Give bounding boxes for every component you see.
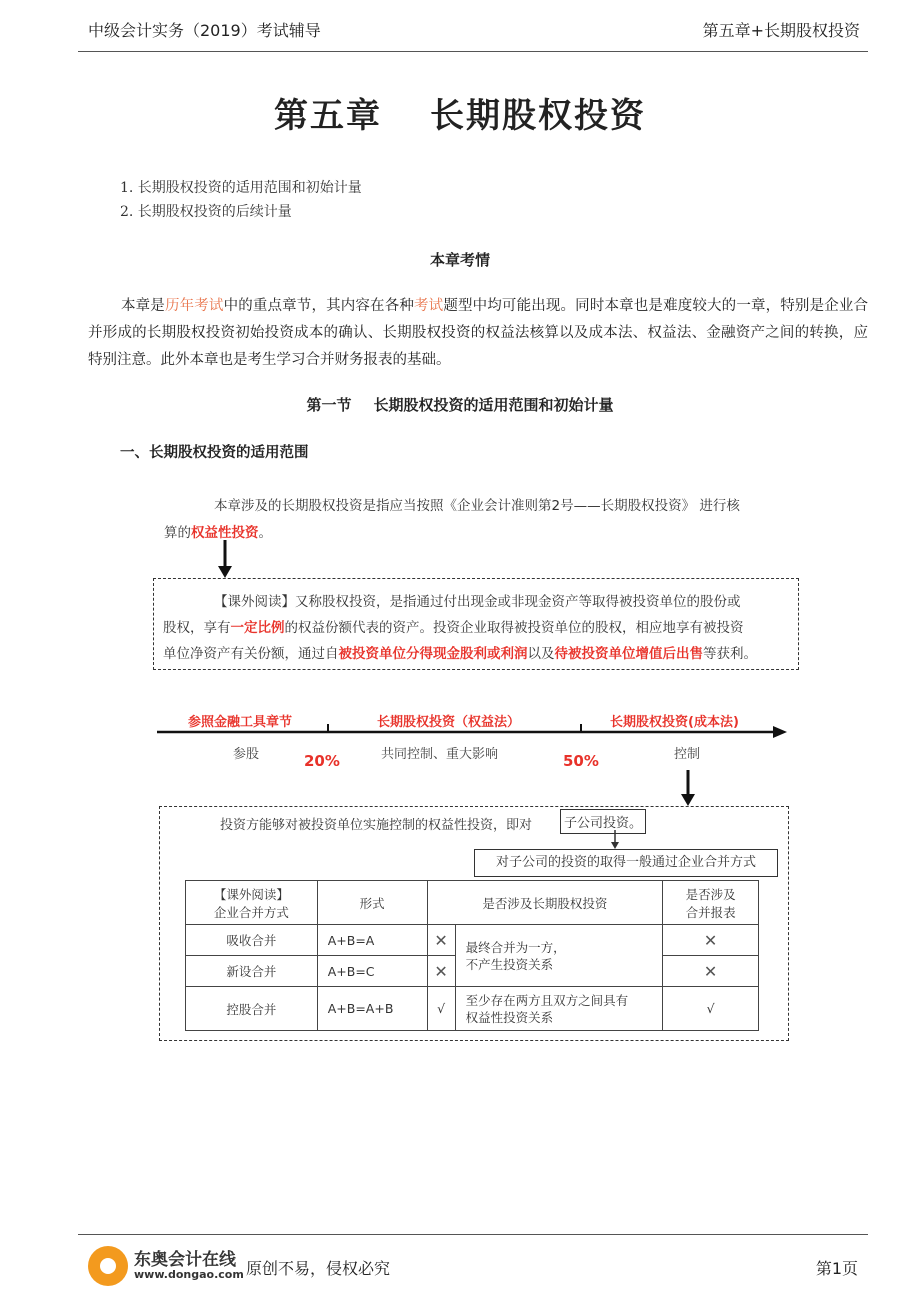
table-header — [663, 881, 759, 925]
report-mark: √ — [663, 987, 759, 1031]
subsection-heading: 一、长期股权投资的适用范围 — [120, 445, 309, 461]
section-name: 长期股权投资的适用范围和初始计量 — [373, 396, 614, 414]
merger-note — [455, 925, 663, 987]
timeline-below-label: 共同控制、重大影响 — [381, 747, 499, 762]
chapter-name: 长期股权投资 — [430, 96, 646, 136]
header-left: 中级会计实务（2019）考试辅导 — [88, 21, 321, 40]
timeline-below-label: 参股 — [233, 747, 260, 762]
down-arrow-icon — [678, 770, 698, 810]
timeline-segment-label: 长期股权投资（权益法） — [377, 715, 521, 730]
exam-heading: 本章考情 — [429, 251, 490, 269]
merger-form: A+B=C — [317, 956, 427, 987]
control-boxed-text: 子公司投资。 — [560, 809, 646, 834]
para-text: 中的重点章节，其内容在各种 — [223, 298, 415, 314]
table-header: 形式 — [317, 881, 427, 925]
table-header: 是否涉及长期股权投资 — [427, 881, 663, 925]
reading-line2 — [163, 616, 744, 636]
note-text: 股权，享有 — [163, 620, 231, 636]
note-highlight: 被投资单位分得现金股利或利润 — [338, 646, 528, 662]
page-title — [0, 88, 920, 137]
merger-type: 吸收合并 — [186, 925, 318, 956]
merger-type: 新设合并 — [186, 956, 318, 987]
merger-type: 控股合并 — [186, 987, 318, 1031]
down-arrow-icon — [215, 540, 235, 580]
merger-form: A+B=A — [317, 925, 427, 956]
header-right: 第五章+长期股权投资 — [702, 21, 860, 40]
note-text: 最终合并为一方， — [465, 939, 566, 955]
para-text: 本章是 — [121, 298, 165, 314]
exam-paragraph — [88, 293, 868, 374]
table-row — [186, 925, 759, 956]
control-callout: 对子公司的投资的取得一般通过企业合并方式 — [474, 849, 778, 877]
footer-slogan: 原创不易，侵权必究 — [246, 1259, 391, 1278]
note-text: 。 — [258, 525, 272, 541]
header-text: 是否涉及 — [685, 886, 736, 902]
section-number: 第一节 — [306, 396, 352, 414]
reading-line3 — [163, 642, 757, 662]
header-text: 企业合并方式 — [213, 904, 289, 920]
note-text: 等获利。 — [703, 646, 757, 662]
involves-mark: ✕ — [427, 925, 455, 956]
chapter-number: 第五章 — [274, 96, 382, 136]
header-divider — [78, 51, 868, 52]
toc-item: 2. 长期股权投资的后续计量 — [120, 204, 292, 220]
page-number: 第1页 — [815, 1259, 858, 1278]
note-text: 权益性投资关系 — [465, 1009, 554, 1025]
brand-name: 东奥会计在线 — [134, 1250, 236, 1270]
para-highlight: 历年考试 — [164, 298, 224, 314]
note-highlight: 一定比例 — [230, 620, 285, 636]
report-mark: ✕ — [663, 956, 759, 987]
note-text: 以及 — [527, 646, 555, 662]
note-highlight: 待被投资单位增值后出售 — [554, 646, 703, 662]
para-highlight: 考试 — [414, 298, 444, 314]
note-text: 至少存在两方且双方之间具有 — [465, 992, 629, 1008]
logo-inner — [100, 1258, 116, 1274]
merger-note — [455, 987, 663, 1031]
down-arrow-icon — [608, 830, 622, 850]
note-text: 算的 — [164, 525, 191, 541]
brand-site: www.dongao.com — [134, 1268, 244, 1281]
timeline-segment-label: 长期股权投资(成本法) — [610, 715, 739, 730]
scope-note-line2 — [164, 521, 272, 541]
header-text: 合并报表 — [685, 904, 736, 920]
threshold-20: 20% — [304, 752, 340, 770]
scope-note-line1: 本章涉及的长期股权投资是指应当按照《企业会计准则第2号——长期股权投资》 进行核 — [214, 498, 740, 514]
reading-line1: 【课外阅读】又称股权投资，是指通过付出现金或非现金资产等取得被投资单位的股份或 — [214, 594, 741, 610]
report-mark: ✕ — [663, 925, 759, 956]
table-row — [186, 987, 759, 1031]
timeline-segment-label: 参照金融工具章节 — [188, 715, 293, 730]
table-header — [186, 881, 318, 925]
footer-divider — [78, 1234, 868, 1235]
note-highlight: 权益性投资 — [191, 525, 259, 541]
note-text: 单位净资产有关份额，通过自 — [163, 646, 339, 662]
table-header-row — [186, 881, 759, 925]
threshold-50: 50% — [563, 752, 599, 770]
note-text: 不产生投资关系 — [465, 956, 554, 972]
involves-mark: √ — [427, 987, 455, 1031]
merger-form: A+B=A+B — [317, 987, 427, 1031]
timeline-below-label: 控制 — [674, 747, 701, 762]
section-heading — [0, 394, 920, 415]
note-text: 的权益份额代表的资产。投资企业取得被投资单位的股权，相应地享有被投资 — [284, 620, 744, 636]
timeline-axis — [155, 722, 790, 742]
involves-mark: ✕ — [427, 956, 455, 987]
header-text: 【课外阅读】 — [213, 886, 289, 902]
toc-item: 1. 长期股权投资的适用范围和初始计量 — [120, 180, 362, 196]
merger-table — [185, 880, 759, 1031]
para-text: 题型中均可能出现。同时本章也是难度较大的一章，特别是企业合并形成的长期股权投资初始投资成本的确认、长期股权投资的权益法核算以及成本法、权益法、金融资产之间的转换，应特别注意。此外本章也是考生学习合并财务报表的基础。 — [88, 298, 869, 368]
control-line: 投资方能够对被投资单位实施控制的权益性投资，即对 — [220, 818, 533, 833]
